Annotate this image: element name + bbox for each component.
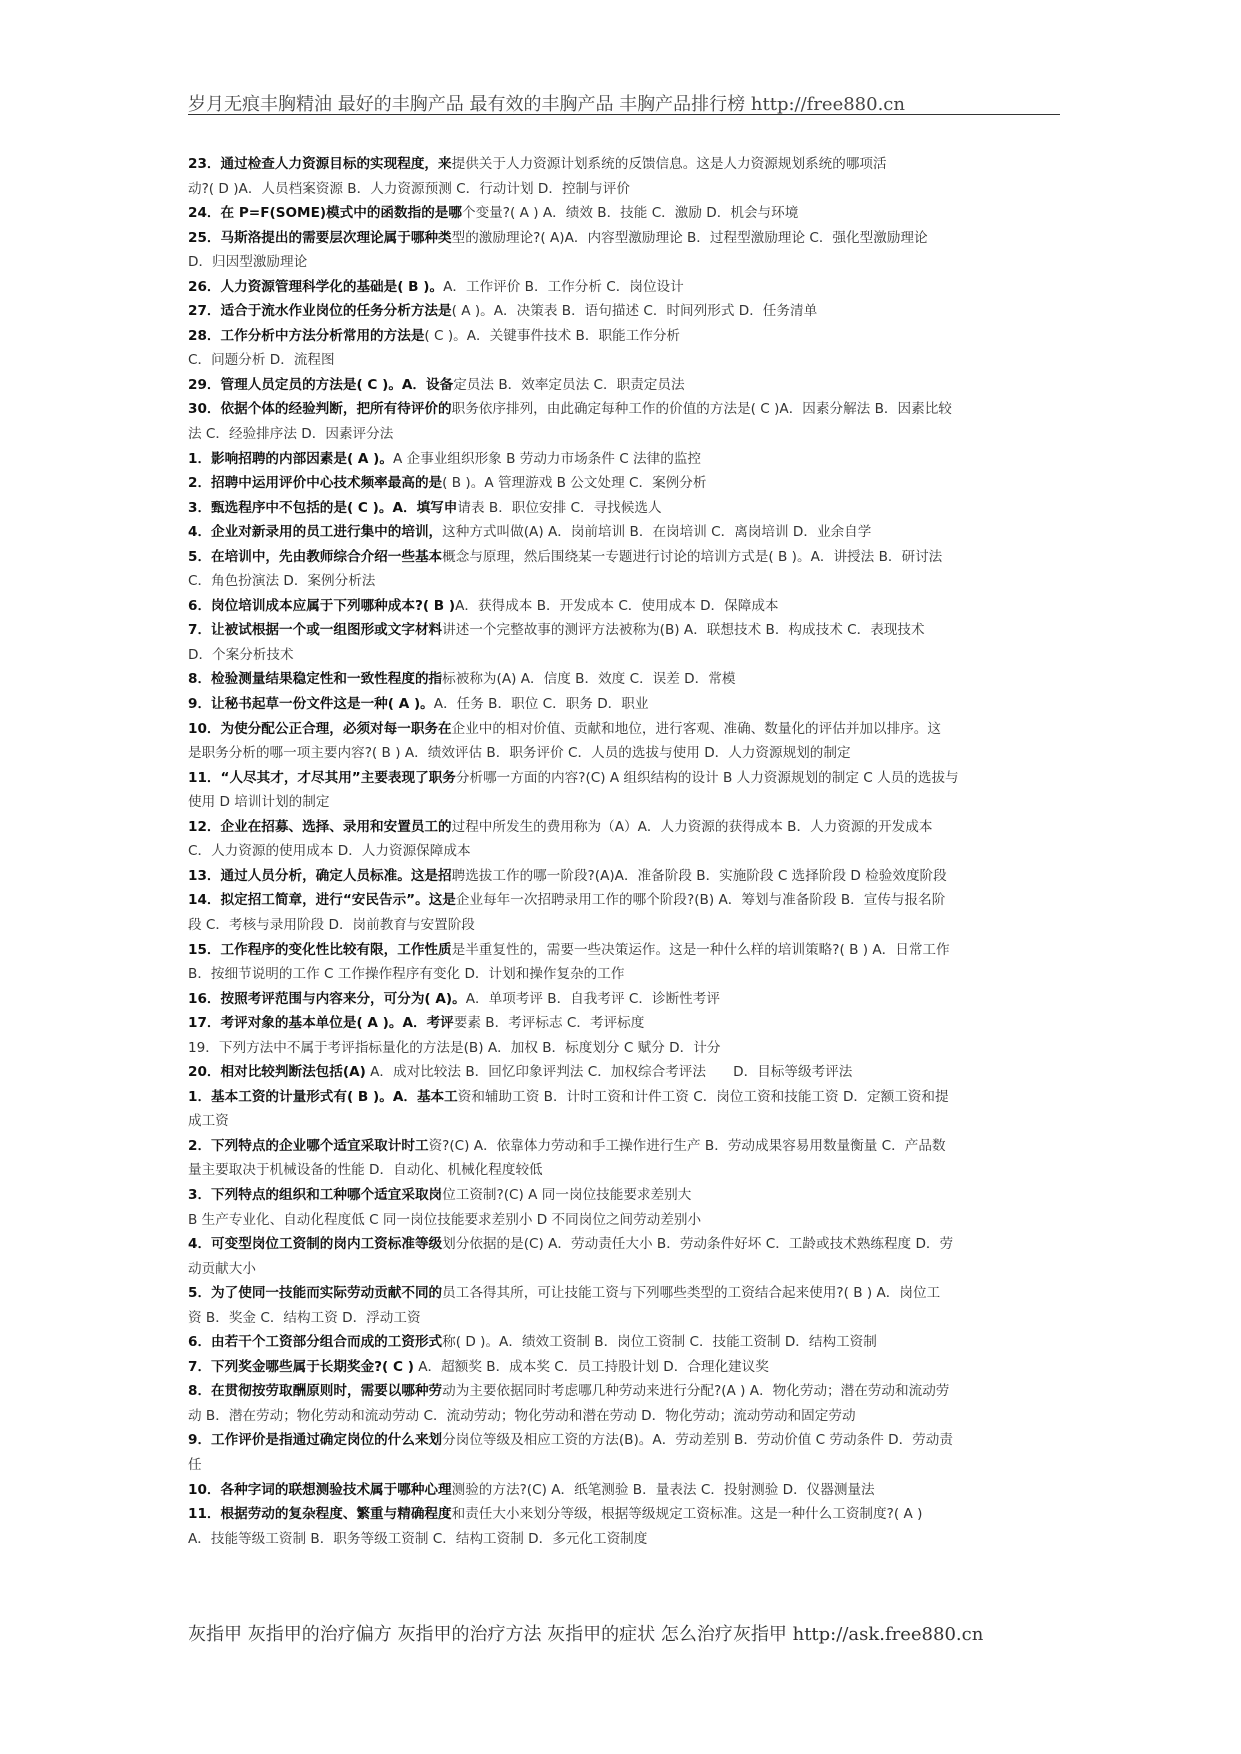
question-text: 企业每年一次招聘录用工作的哪个阶段?(B) A．筹划与准备阶段 B．宣传与报名阶 xyxy=(455,892,946,909)
question-line xyxy=(188,594,1060,619)
question-line xyxy=(188,1232,1060,1257)
question-text: 过程中所发生的费用称为（A）A．人力资源的获得成本 B．人力资源的开发成本 xyxy=(451,818,933,835)
question-line xyxy=(188,275,1060,300)
question-lead: 5．在培训中，先由教师综合介绍一些基本 xyxy=(188,548,443,565)
question-lead: 7．让被试根据一个或一组图形或文字材料 xyxy=(188,622,443,639)
question-lead: 11．“人尽其才，才尽其用”主要表现了职务 xyxy=(188,769,456,786)
question-text: 资和辅助工资 B．计时工资和计件工资 C．岗位工资和技能工资 D．定额工资和提 xyxy=(457,1088,949,1105)
question-lead: 14．拟定招工简章，进行“安民告示”。这是 xyxy=(188,892,456,909)
question-lead: 1．基本工资的计量形式有( B )。A．基本工 xyxy=(188,1088,458,1105)
question-text: A．成对比较法 B．回忆印象评判法 C．加权综合考评法 D．目标等级考评法 xyxy=(365,1064,853,1081)
question-lead: 11．根据劳动的复杂程度、繁重与精确程度 xyxy=(188,1506,452,1523)
question-text: 动为主要依据同时考虑哪几种劳动来进行分配?(A ) A．物化劳动；潜在劳动和流动劳 xyxy=(442,1383,950,1400)
question-text: 任 xyxy=(188,1456,202,1473)
question-text: D．个案分析技术 xyxy=(188,646,294,663)
question-text: A．超额奖 B．成本奖 C．员工持股计划 D．合理化建议奖 xyxy=(413,1358,769,1375)
question-text: 位工资制?(C) A 同一岗位技能要求差别大 xyxy=(442,1186,692,1203)
question-text: C．角色扮演法 D．案例分析法 xyxy=(188,573,376,590)
question-line xyxy=(188,250,1060,275)
question-line xyxy=(188,1060,1060,1085)
question-text: 标被称为(A) A．信度 B．效度 C．误差 D．常模 xyxy=(442,671,736,688)
question-lead: 10．各种字词的联想测验技术属于哪种心理 xyxy=(188,1481,452,1498)
question-text: 分岗位等级及相应工资的方法(B)。A．劳动差别 B．劳动价值 C 劳动条件 D．劳动责 xyxy=(442,1432,953,1449)
question-line xyxy=(188,618,1060,643)
question-line xyxy=(188,790,1060,815)
question-lead: 8．检验测量结果稳定性和一致性程度的指 xyxy=(188,671,443,688)
question-line xyxy=(188,373,1060,398)
question-line xyxy=(188,741,1060,766)
question-line xyxy=(188,1109,1060,1134)
question-text: 段 C．考核与录用阶段 D．岗前教育与安置阶段 xyxy=(188,916,475,933)
question-line xyxy=(188,1011,1060,1036)
question-text: 动?( D )A．人员档案资源 B．人力资源预测 C．行动计划 D．控制与评价 xyxy=(188,180,630,197)
question-line xyxy=(188,1502,1060,1527)
question-line xyxy=(188,667,1060,692)
question-line xyxy=(188,1306,1060,1331)
question-lead: 4．可变型岗位工资制的岗内工资标准等级 xyxy=(188,1236,443,1253)
question-text: A．获得成本 B．开发成本 C．使用成本 D．保障成本 xyxy=(455,597,779,614)
question-line xyxy=(188,839,1060,864)
question-text: ( A )。A．决策表 B．语句描述 C．时间列形式 D．任务清单 xyxy=(451,303,818,320)
question-lead: 3．下列特点的组织和工种哪个适宜采取岗 xyxy=(188,1186,443,1203)
question-text: B．按细节说明的工作 C 工作操作程序有变化 D．计划和操作复杂的工作 xyxy=(188,966,625,983)
question-line xyxy=(188,1281,1060,1306)
question-line xyxy=(188,1428,1060,1453)
question-text: 量主要取决于机械设备的性能 D．自动化、机械化程度较低 xyxy=(188,1162,543,1179)
page-header: 岁月无痕丰胸精油 最好的丰胸产品 最有效的丰胸产品 丰胸产品排行榜 http://free880.cn xyxy=(188,94,905,115)
question-line xyxy=(188,938,1060,963)
question-text: 讲述一个完整故事的测评方法被称为(B) A．联想技术 B．构成技术 C．表现技术 xyxy=(442,622,925,639)
question-text: D．归因型激励理论 xyxy=(188,254,308,271)
question-line xyxy=(188,1085,1060,1110)
question-list xyxy=(188,152,1060,1551)
question-text: 法 C．经验排序法 D．因素评分法 xyxy=(188,426,394,443)
question-lead: 23．通过检查人力资源目标的实现程度，来 xyxy=(188,156,452,172)
question-line xyxy=(188,864,1060,889)
question-line xyxy=(188,397,1060,422)
question-line xyxy=(188,569,1060,594)
question-text: 职务依序排列，由此确定每种工作的价值的方法是( C )A．因素分解法 B．因素比较 xyxy=(451,401,952,418)
question-lead: 28．工作分析中方法分析常用的方法是 xyxy=(188,327,425,344)
question-line xyxy=(188,520,1060,545)
question-text: 聘选拔工作的哪一阶段?(A)A．准备阶段 B．实施阶段 C 选择阶段 D 检验效度阶段 xyxy=(451,867,947,884)
question-text: 动 B．潜在劳动；物化劳动和流动劳动 C．流动劳动；物化劳动和潜在劳动 D．物化劳动；流动劳动和固定劳动 xyxy=(188,1407,856,1424)
question-lead: 6．由若干个工资部分组合而成的工资形式 xyxy=(188,1334,443,1351)
question-line xyxy=(188,1527,1060,1552)
question-line xyxy=(188,471,1060,496)
question-line xyxy=(188,888,1060,913)
question-lead: 27．适合于流水作业岗位的任务分析方法是 xyxy=(188,303,452,320)
question-lead: 30．依据个体的经验判断，把所有待评价的 xyxy=(188,401,452,418)
question-lead: 1．影响招聘的内部因素是( A )。 xyxy=(188,450,393,467)
question-text: 19．下列方法中不属于考评指标量化的方法是(B) A．加权 B．标度划分 C 赋分 D．计分 xyxy=(188,1039,721,1056)
question-line xyxy=(188,226,1060,251)
question-text: 是半重复性的，需要一些决策运作。这是一种什么样的培训策略?( B ) A．日常工作 xyxy=(451,941,950,958)
question-lead: 13．通过人员分析，确定人员标准。这是招 xyxy=(188,867,452,884)
question-text: 和责任大小来划分等级，根据等级规定工资标准。这是一种什么工资制度?( A ) xyxy=(451,1506,923,1523)
question-text: A．任务 B．职位 C．职务 D．职业 xyxy=(433,696,649,713)
question-line xyxy=(188,1453,1060,1478)
question-text: 提供关于人力资源计划系统的反馈信息。这是人力资源规划系统的哪项活 xyxy=(451,156,887,172)
question-line xyxy=(188,1478,1060,1503)
question-lead: 29．管理人员定员的方法是( C )。A．设备 xyxy=(188,376,454,393)
question-text: 个变量?( A ) A．绩效 B．技能 C．激励 D．机会与环境 xyxy=(462,205,799,222)
question-line xyxy=(188,1379,1060,1404)
question-text: 称( D )。A．绩效工资制 B．岗位工资制 C．技能工资制 D．结构工资制 xyxy=(442,1334,877,1351)
question-lead: 5．为了使同一技能而实际劳动贡献不同的 xyxy=(188,1285,443,1302)
question-line xyxy=(188,1158,1060,1183)
question-line xyxy=(188,987,1060,1012)
question-lead: 10．为使分配公正合理，必须对每一职务在 xyxy=(188,720,452,737)
question-text: C．问题分析 D．流程图 xyxy=(188,352,335,369)
header-divider xyxy=(188,114,1060,115)
question-lead: 2．下列特点的企业哪个适宜采取计时工 xyxy=(188,1137,429,1154)
question-text: A．工作评价 B．工作分析 C．岗位设计 xyxy=(443,278,684,295)
question-text: A．单项考评 B．自我考评 C．诊断性考评 xyxy=(465,990,720,1007)
question-text: 资?(C) A．依靠体力劳动和手工操作进行生产 B．劳动成果容易用数量衡量 C．产品数 xyxy=(428,1137,946,1154)
question-line xyxy=(188,692,1060,717)
question-line xyxy=(188,1036,1060,1061)
question-text: 型的激励理论?( A)A．内容型激励理论 B．过程型激励理论 C．强化型激励理论 xyxy=(451,229,928,246)
question-lead: 9．工作评价是指通过确定岗位的什么来划 xyxy=(188,1432,443,1449)
question-lead: 3．甄选程序中不包括的是( C )。A．填写申 xyxy=(188,499,458,516)
question-line xyxy=(188,1134,1060,1159)
question-lead: 8．在贯彻按劳取酬原则时，需要以哪种劳 xyxy=(188,1383,443,1400)
question-text: 划分依据的是(C) A．劳动责任大小 B．劳动条件好坏 C．工龄或技术熟练程度 D．劳 xyxy=(442,1236,954,1253)
question-lead: 7．下列奖金哪些属于长期奖金?( C ) xyxy=(188,1358,414,1375)
question-text: 要素 B．考评标志 C．考评标度 xyxy=(453,1015,645,1032)
question-text: 请表 B．职位安排 C．寻找候选人 xyxy=(457,499,662,516)
question-lead: 25．马斯洛提出的需要层次理论属于哪种类 xyxy=(188,229,452,246)
question-text: 企业中的相对价值、贡献和地位，进行客观、准确、数量化的评估并加以排序。这 xyxy=(451,720,941,737)
question-line xyxy=(188,447,1060,472)
question-text: 资 B．奖金 C．结构工资 D．浮动工资 xyxy=(188,1309,421,1326)
question-lead: 4．企业对新录用的员工进行集中的培训， xyxy=(188,524,443,541)
question-lead: 26．人力资源管理科学化的基础是( B )。 xyxy=(188,278,444,295)
question-line xyxy=(188,1208,1060,1233)
question-text: 测验的方法?(C) A．纸笔测验 B．量表法 C．投射测验 D．仪器测量法 xyxy=(451,1481,875,1498)
question-text: 是职务分析的哪一项主要内容?( B ) A．绩效评估 B．职务评价 C．人员的选拔与使用 D．人力资源规划的制定 xyxy=(188,745,851,762)
question-line xyxy=(188,1355,1060,1380)
question-text: 员工各得其所，可让技能工资与下列哪些类型的工资结合起来使用?( B ) A．岗位工 xyxy=(442,1285,941,1302)
question-lead: 20．相对比较判断法包括(A) xyxy=(188,1064,366,1081)
question-text: 概念与原理，然后围绕某一专题进行讨论的培训方式是( B )。A．讲授法 B．研讨法 xyxy=(442,548,943,565)
question-lead: 24．在 P=F(SOME)模式中的函数指的是哪 xyxy=(188,205,462,222)
question-line xyxy=(188,1183,1060,1208)
question-line xyxy=(188,299,1060,324)
question-line xyxy=(188,422,1060,447)
question-line xyxy=(188,717,1060,742)
question-text: B 生产专业化、自动化程度低 C 同一岗位技能要求差别小 D 不同岗位之间劳动差别小 xyxy=(188,1211,702,1228)
question-text: 成工资 xyxy=(188,1113,229,1130)
question-line xyxy=(188,177,1060,202)
question-lead: 6．岗位培训成本应属于下列哪种成本?( B ) xyxy=(188,597,456,614)
question-text: A 企事业组织形象 B 劳动力市场条件 C 法律的监控 xyxy=(393,450,702,467)
question-text: 使用 D 培训计划的制定 xyxy=(188,794,330,811)
question-line xyxy=(188,348,1060,373)
question-lead: 15．工作程序的变化性比较有限，工作性质 xyxy=(188,941,452,958)
question-lead: 16．按照考评范围与内容来分，可分为( A)。 xyxy=(188,990,466,1007)
question-text: 这种方式叫做(A) A．岗前培训 B．在岗培训 C．离岗培训 D．业余自学 xyxy=(442,524,872,541)
question-text: ( B )。A 管理游戏 B 公文处理 C．案例分析 xyxy=(442,475,707,492)
question-lead: 2．招聘中运用评价中心技术频率最高的是 xyxy=(188,475,443,492)
question-text: 定员法 B．效率定员法 C．职责定员法 xyxy=(453,376,685,393)
question-text: 动贡献大小 xyxy=(188,1260,256,1277)
question-lead: 12．企业在招募、选择、录用和安置员工的 xyxy=(188,818,452,835)
question-line xyxy=(188,324,1060,349)
question-lead: 17．考评对象的基本单位是( A )。A．考评 xyxy=(188,1015,454,1032)
question-lead: 9．让秘书起草一份文件这是一种( A )。 xyxy=(188,696,434,713)
question-line xyxy=(188,1404,1060,1429)
question-text: 分析哪一方面的内容?(C) A 组织结构的设计 B 人力资源规划的制定 C 人员的选拔与 xyxy=(455,769,959,786)
question-line xyxy=(188,815,1060,840)
question-line xyxy=(188,766,1060,791)
question-line xyxy=(188,152,1060,177)
question-text: C．人力资源的使用成本 D．人力资源保障成本 xyxy=(188,843,471,860)
page-footer: 灰指甲 灰指甲的治疗偏方 灰指甲的治疗方法 灰指甲的症状 怎么治疗灰指甲 http://ask.free880.cn xyxy=(188,1624,984,1645)
question-line xyxy=(188,201,1060,226)
question-line xyxy=(188,913,1060,938)
question-line xyxy=(188,962,1060,987)
question-line xyxy=(188,1330,1060,1355)
question-line xyxy=(188,1257,1060,1282)
question-line xyxy=(188,496,1060,521)
question-line xyxy=(188,545,1060,570)
question-line xyxy=(188,643,1060,668)
question-text: A．技能等级工资制 B．职务等级工资制 C．结构工资制 D．多元化工资制度 xyxy=(188,1530,648,1547)
question-text: ( C )。A．关键事件技术 B．职能工作分析 xyxy=(424,327,681,344)
